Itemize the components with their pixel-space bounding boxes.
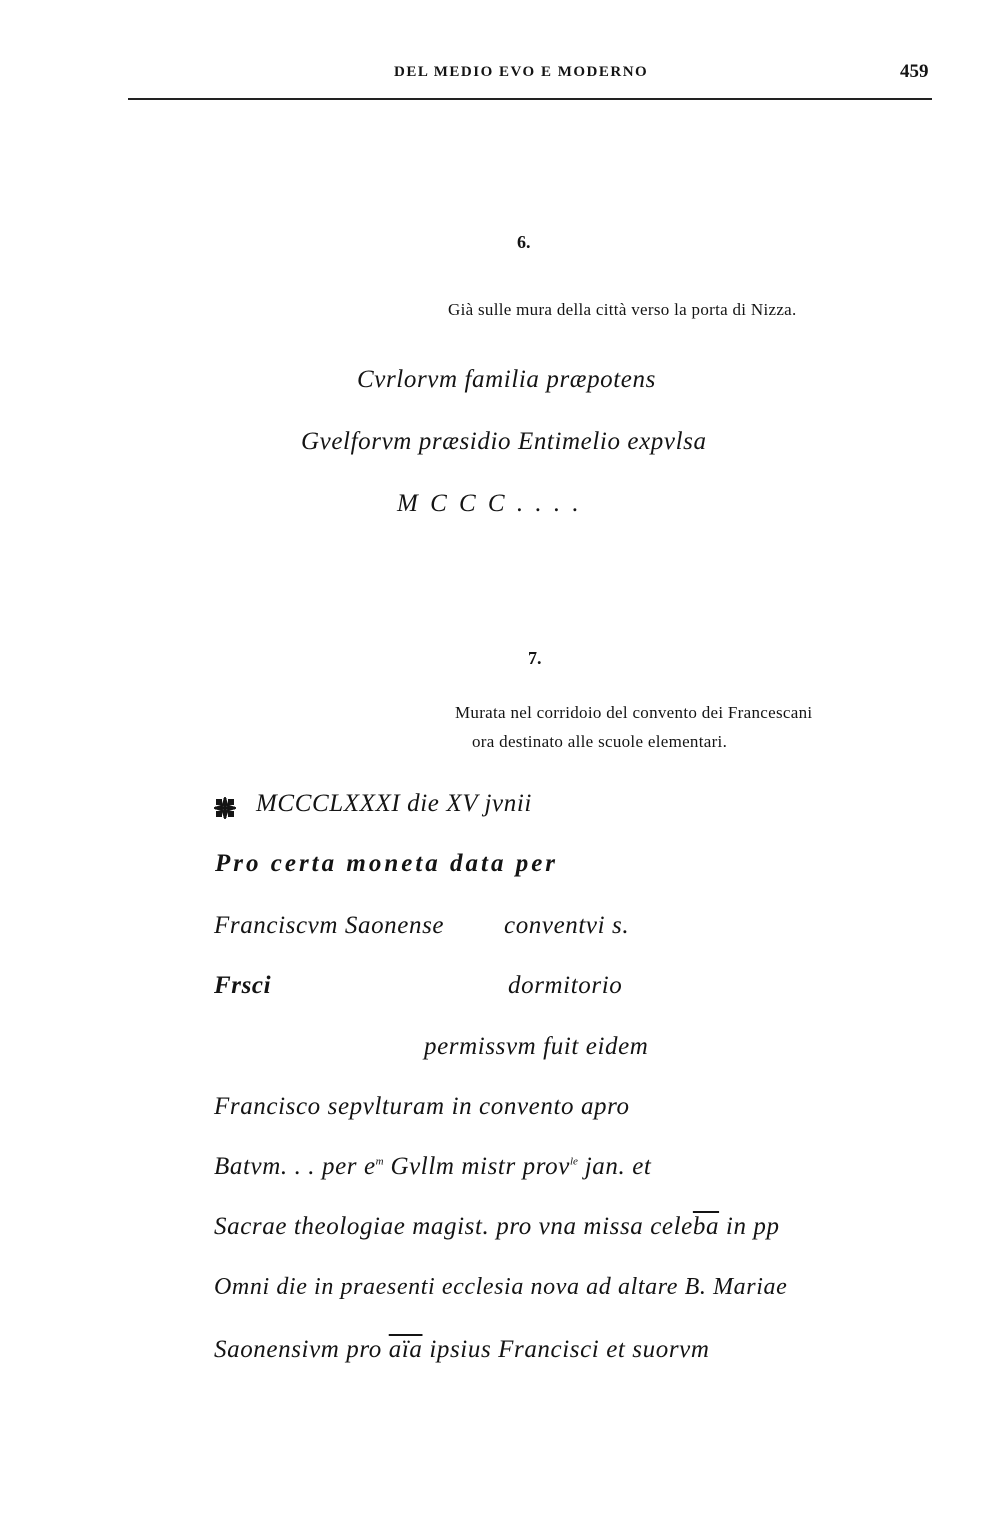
inscription-7-line-8 <box>214 1213 780 1241</box>
section-6-number: 6. <box>517 232 531 252</box>
inscription-6-line-1: Cvrlorvm familia præpotens <box>357 366 656 393</box>
header-rule <box>128 98 932 100</box>
inscription-7-line-4b: dormitorio <box>508 972 623 999</box>
inscription-7-line-7-part-3: jan. et <box>577 1153 652 1180</box>
inscription-6-line-2: Gvelforvm præsidio Entimelio expvlsa <box>301 428 707 455</box>
section-7-number: 7. <box>528 648 542 668</box>
inscription-7-line-10-part-1: Saonensivm pro <box>214 1336 389 1363</box>
inscription-7-line-4a-text: Frsci <box>214 972 272 999</box>
page-number: 459 <box>900 61 929 82</box>
inscription-7-line-10-abbrev: $\overline{aïa}$ <box>388 1336 423 1363</box>
running-head: DEL MEDIO EVO E MODERNO <box>394 64 649 80</box>
inscription-7-line-7-sup-2: le <box>569 1155 578 1168</box>
inscription-7-line-1: MCCCLXXXI die XV jvnii <box>256 790 532 817</box>
inscription-7-line-3a: Franciscvm Saonense <box>214 912 445 939</box>
inscription-7-line-10 <box>214 1336 710 1364</box>
inscription-7-line-7-sup-1: m <box>375 1155 384 1168</box>
inscription-7-line-4a <box>214 972 271 1000</box>
inscription-7-line-7-part-2: Gvllm mistr prov <box>383 1153 570 1180</box>
inscription-7-line-5: permissvm fuit eidem <box>424 1033 649 1060</box>
inscription-7-line-10-part-2: ipsius Francisci et suorvm <box>422 1336 710 1363</box>
inscription-7-line-6: Francisco sepvlturam in convento apro <box>214 1093 630 1120</box>
inscription-7-line-2 <box>215 850 558 878</box>
inscription-7-line-7-part-1: Batvm. . . per e <box>214 1153 376 1180</box>
cross-pattee-icon <box>214 797 236 819</box>
inscription-7-line-7 <box>214 1153 651 1181</box>
inscription-7-line-8-abbrev: $\overline{ba}$ <box>692 1213 720 1240</box>
inscription-7-line-9: Omni die in praesenti ecclesia nova ad altare B. Mariae <box>214 1274 788 1300</box>
inscription-7-line-8-part-2: in pp <box>719 1213 780 1240</box>
inscription-7-line-2-text: Pro certa moneta data per <box>215 850 559 877</box>
inscription-6-line-3: M C C C . . . . <box>397 490 582 517</box>
inscription-7-line-3b: conventvi s. <box>504 912 630 939</box>
section-7-caption-line-1: Murata nel corridoio del convento dei Francescani <box>455 703 813 722</box>
section-7-caption-line-2: ora destinato alle scuole elementari. <box>472 732 728 751</box>
inscription-7-line-8-part-1: Sacrae theologiae magist. pro vna missa cele <box>214 1213 693 1240</box>
section-6-caption: Già sulle mura della città verso la porta di Nizza. <box>448 300 797 319</box>
